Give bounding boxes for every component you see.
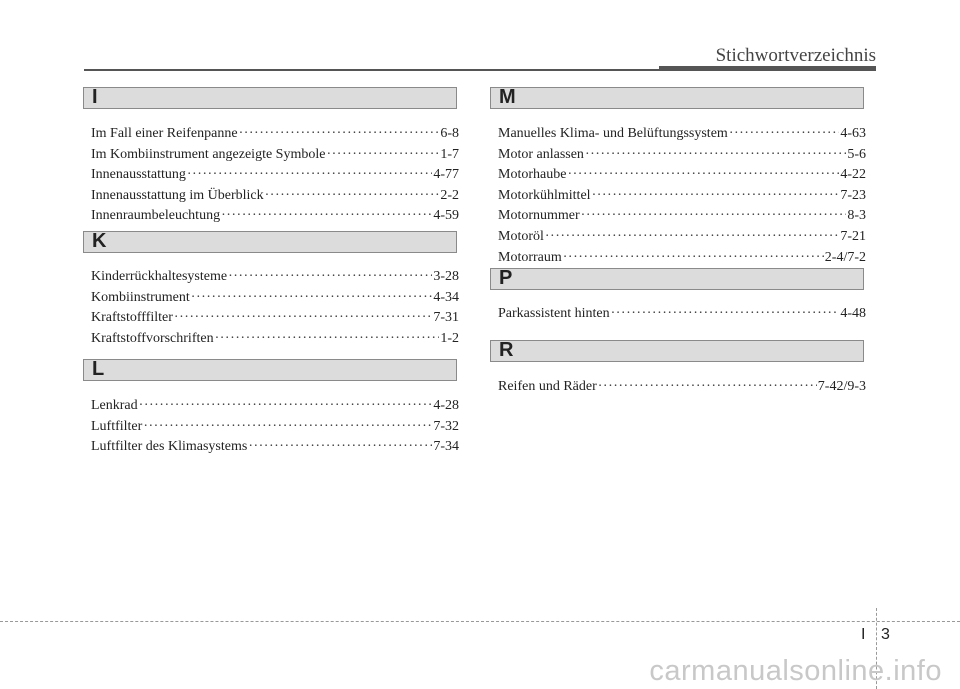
section-entries-i	[91, 124, 459, 227]
entry-term: Luftfilter	[91, 418, 143, 434]
dot-leader	[567, 165, 839, 186]
dot-leader	[598, 377, 817, 398]
index-entry[interactable]	[91, 165, 459, 186]
entry-term: Motor anlassen	[498, 146, 584, 162]
entry-page: 7-34	[433, 439, 459, 455]
entry-term: Motornummer	[498, 208, 580, 224]
index-entry[interactable]	[91, 329, 459, 350]
entry-page: 8-3	[847, 208, 866, 224]
entry-term: Motorkühlmittel	[498, 187, 591, 203]
index-entry[interactable]	[498, 377, 866, 398]
section-letter: K	[92, 230, 107, 252]
section-entries-l	[91, 396, 459, 458]
entry-page: 2-2	[440, 187, 459, 203]
section-letter: P	[499, 267, 513, 289]
index-entry[interactable]	[91, 437, 459, 458]
entry-term: Motoröl	[498, 228, 544, 244]
entry-term: Motorhaube	[498, 167, 567, 183]
index-entry[interactable]	[498, 165, 866, 186]
dot-leader	[187, 165, 432, 186]
section-entries-k	[91, 267, 459, 349]
entry-page: 7-42/9-3	[817, 379, 866, 394]
entry-page: 4-28	[433, 398, 459, 413]
entry-page: 3-28	[433, 269, 459, 284]
index-entry[interactable]	[498, 227, 866, 248]
entry-term: Innenausstattung	[91, 167, 186, 183]
entry-page: 4-77	[433, 167, 459, 183]
footer-divider	[0, 621, 960, 622]
dot-leader	[592, 186, 840, 207]
index-entry[interactable]	[91, 145, 459, 166]
dot-leader	[585, 145, 846, 166]
entry-term: Im Kombiinstrument angezeigte Symbole	[91, 146, 326, 162]
section-letter: I	[92, 86, 98, 108]
watermark-text: carmanualsonline.info	[649, 655, 942, 687]
dot-leader	[228, 267, 432, 288]
index-entry[interactable]	[498, 206, 866, 227]
section-header-i	[83, 87, 457, 109]
entry-page: 7-32	[433, 418, 459, 434]
dot-leader	[239, 124, 440, 145]
dot-leader	[174, 308, 432, 329]
entry-term: Innenraumbeleuchtung	[91, 208, 221, 224]
dot-leader	[139, 396, 433, 417]
chapter-letter: I	[861, 626, 866, 643]
entry-page: 1-2	[440, 330, 459, 346]
entry-page: 6-8	[440, 126, 459, 141]
index-entry[interactable]	[91, 308, 459, 329]
dot-leader	[545, 227, 839, 248]
entry-term: Lenkrad	[91, 398, 138, 413]
entry-term: Kraftstofffilter	[91, 310, 173, 326]
section-header-k	[83, 231, 457, 253]
index-entry[interactable]	[498, 304, 866, 325]
dot-leader	[326, 145, 439, 166]
entry-page: 2-4/7-2	[824, 249, 866, 265]
index-entry[interactable]	[498, 145, 866, 166]
entry-term: Innenausstattung im Überblick	[91, 187, 264, 203]
entry-page: 7-31	[433, 310, 459, 326]
section-header-p	[490, 268, 864, 290]
index-entry[interactable]	[91, 124, 459, 145]
index-entry[interactable]	[91, 267, 459, 288]
entry-term: Parkassistent hinten	[498, 306, 610, 321]
index-entry[interactable]	[91, 417, 459, 438]
entry-page: 7-23	[840, 187, 866, 203]
dot-leader	[248, 437, 432, 458]
dot-leader	[729, 124, 840, 145]
entry-page: 1-7	[440, 146, 459, 162]
entry-page: 4-34	[433, 289, 459, 305]
entry-term: Im Fall einer Reifenpanne	[91, 126, 238, 141]
entry-page: 4-48	[840, 306, 866, 321]
index-entry[interactable]	[91, 396, 459, 417]
index-entry[interactable]	[498, 186, 866, 207]
header-rule-accent	[659, 66, 876, 71]
index-entry[interactable]	[91, 288, 459, 309]
entry-term: Kombiinstrument	[91, 289, 190, 305]
section-letter: R	[499, 339, 514, 361]
section-entries-r	[498, 377, 866, 398]
entry-page: 4-59	[433, 208, 459, 224]
entry-page: 4-63	[840, 126, 866, 141]
section-letter: M	[499, 86, 516, 108]
dot-leader	[611, 304, 840, 325]
entry-term: Motorraum	[498, 249, 562, 265]
section-header-l	[83, 359, 457, 381]
entry-term: Manuelles Klima- und Belüftungssystem	[498, 126, 728, 141]
index-entry[interactable]	[91, 186, 459, 207]
section-letter: L	[92, 358, 105, 380]
entry-term: Kraftstoffvorschriften	[91, 330, 214, 346]
dot-leader	[265, 186, 440, 207]
index-entry[interactable]	[498, 248, 866, 269]
index-entry[interactable]	[498, 124, 866, 145]
entry-term: Reifen und Räder	[498, 379, 597, 394]
dot-leader	[143, 417, 432, 438]
dot-leader	[581, 206, 847, 227]
entry-term: Kinderrückhaltesysteme	[91, 269, 228, 284]
section-entries-p	[498, 304, 866, 325]
dot-leader	[215, 329, 440, 350]
entry-page: 7-21	[840, 228, 866, 244]
page-title: Stichwortverzeichnis	[715, 45, 876, 66]
dot-leader	[563, 248, 824, 269]
dot-leader	[191, 288, 433, 309]
index-entry[interactable]	[91, 206, 459, 227]
section-header-m	[490, 87, 864, 109]
page-num: 3	[881, 626, 890, 643]
section-header-r	[490, 340, 864, 362]
entry-page: 5-6	[847, 146, 866, 162]
entry-term: Luftfilter des Klimasystems	[91, 439, 248, 455]
section-entries-m	[498, 124, 866, 268]
entry-page: 4-22	[840, 167, 866, 183]
dot-leader	[221, 206, 432, 227]
